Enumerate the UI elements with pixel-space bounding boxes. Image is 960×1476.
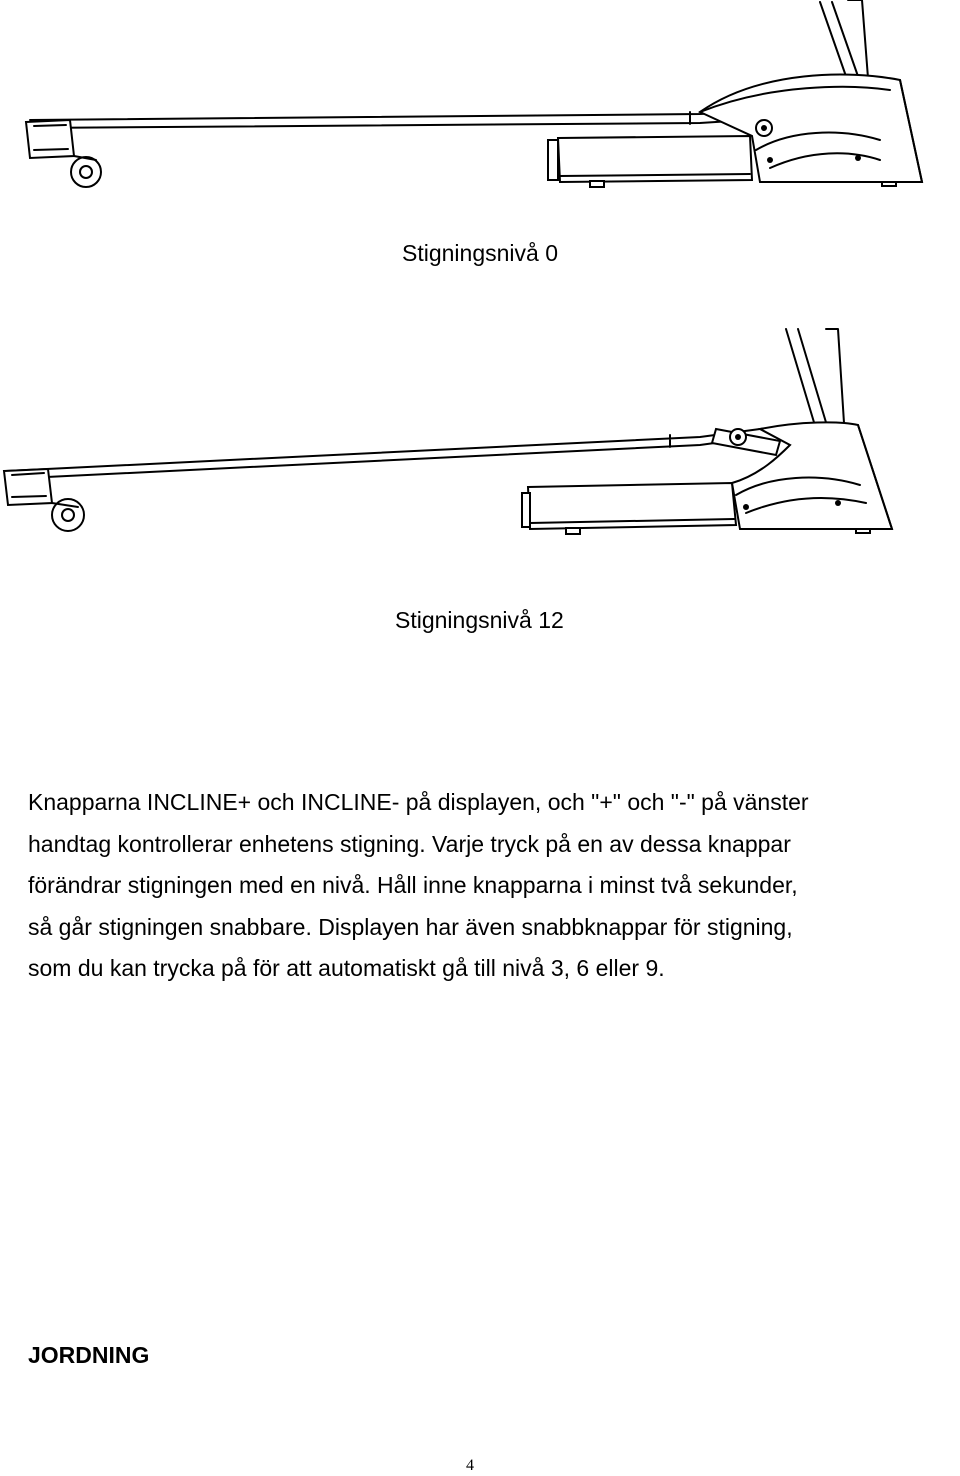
paragraph-line: som du kan trycka på för att automatiskt gå till nivå 3, 6 eller 9. [28, 955, 665, 982]
page-number: 4 [466, 1457, 474, 1474]
paragraph-line: Knapparna INCLINE+ och INCLINE- på displayen, och "+" och "-" på vänster [28, 789, 809, 815]
incline-instructions-paragraph [28, 782, 948, 990]
treadmill-figure-level-12 [0, 325, 960, 545]
paragraph-line: så går stigningen snabbare. Displayen har även snabbknappar för stigning, [28, 913, 793, 940]
treadmill-side-view-icon [0, 325, 960, 545]
paragraph-line: handtag kontrollerar enhetens stigning. Varje tryck på en av dessa knappar [28, 830, 791, 857]
treadmill-side-view-icon [0, 0, 960, 200]
section-heading: JORDNING [28, 1342, 150, 1368]
paragraph-line: förändrar stigningen med en nivå. Håll inne knapparna i minst två sekunder, [28, 872, 798, 899]
treadmill-figure-level-0 [0, 0, 960, 200]
figure-caption-level-0: Stigningsnivå 0 [402, 240, 558, 266]
figure-caption-level-12: Stigningsnivå 12 [395, 607, 564, 633]
